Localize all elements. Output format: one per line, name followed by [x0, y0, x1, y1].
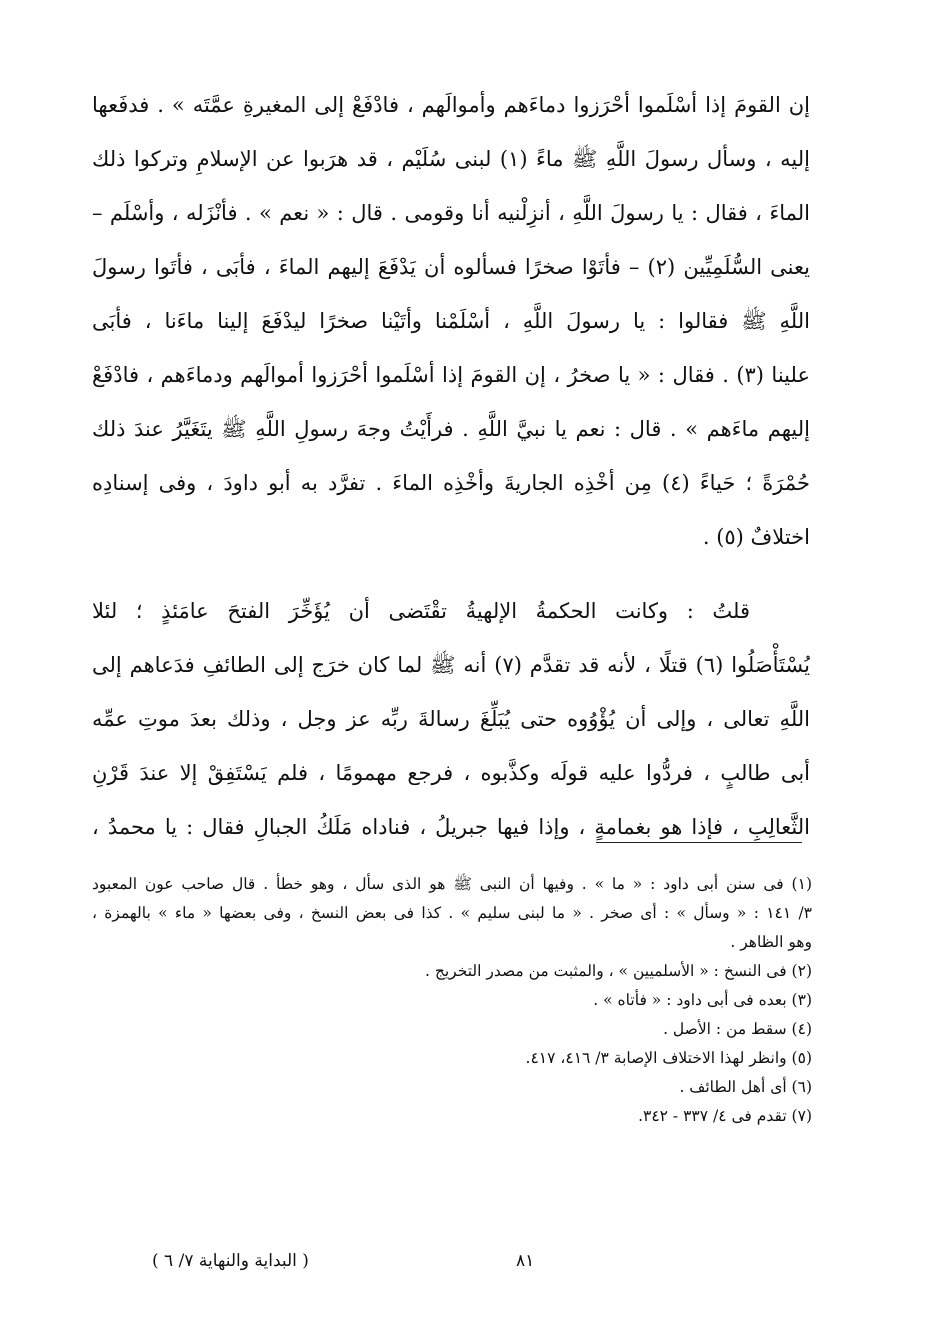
- paragraph-gap: [92, 564, 810, 584]
- main-text: [92, 78, 810, 854]
- footnote-4: (٤) سقط من : الأصل .: [663, 1020, 812, 1038]
- text-line: حُمْرَةً ؛ حَياءً (٤) مِن أخْذِه الجاريةَ وأخْذِه الماءَ . تفرَّد به أبو داودَ ، وفى إسنادِه: [92, 471, 810, 495]
- page-footer: [92, 1246, 812, 1276]
- footnote-6: (٦) أى أهل الطائف .: [679, 1078, 812, 1096]
- text-line: اللَّهِ تعالى ، وإلى أن يُؤْوُوه حتى يُبَلِّغَ رسالةَ ربِّه عز وجل ، وذلك بعدَ موتِ عمِّه: [92, 707, 810, 731]
- text-line: يعنى السُّلَمِيِّين (٢) – فأتَوْا صخرًا فسألوه أن يَدْفَعَ إليهم الماءَ ، فأبَى ، فأتَوا رسولَ: [92, 255, 810, 279]
- footnote-3: (٣) بعده فى أبى داود : « فأتاه » .: [593, 991, 812, 1009]
- footnote-5: (٥) وانظر لهذا الاختلاف الإصابة ٣/ ٤١٦، ٤١٧.: [525, 1049, 812, 1067]
- text-line: اللَّهِ ﷺ فقالوا : يا رسولَ اللَّهِ ، أسْلَمْنا وأتَيْنا صخرًا ليدْفَعَ إلينا ماءَنا ، فأبَى: [92, 309, 810, 333]
- footnote-1-cont: ٣/ ١٤١ : « وسأل » : أى صخر . « ما لبنى سليم » . كذا فى بعض النسخ ، وفى بعضها « ماء » بالهمزة ،: [92, 904, 812, 922]
- footnote-1-cont: وهو الظاهر .: [730, 933, 812, 951]
- paragraph-1: [92, 78, 810, 564]
- paragraph-2: [92, 584, 810, 854]
- text-line: علينا (٣) . فقال : « يا صخرُ ، إن القومَ إذا أسْلَموا أحْرَزوا أموالَهم ودماءَهم ، فادْفَعْ: [92, 363, 810, 387]
- text-line: الثَّعالِبِ ، فإذا هو بغمامةٍ ، وإذا فيها جبريلُ ، فناداه مَلَكُ الجبالِ فقال : يا محمدُ ،: [92, 815, 810, 839]
- text-line: الماءَ ، فقال : يا رسولَ اللَّهِ ، أنزِلْنيه أنا وقومى . قال : « نعم » . فأنْزَله ، وأسْلَم –: [92, 201, 810, 225]
- footnotes: [92, 870, 812, 1131]
- footnote-7: (٧) تقدم فى ٤/ ٣٣٧ - ٣٤٢.: [638, 1107, 812, 1125]
- text-line: اختلافٌ (٥) .: [702, 525, 810, 549]
- text-line: إليه ، وسأل رسولَ اللَّهِ ﷺ ماءً (١) لبنى سُلَيْم ، قد هرَبوا عن الإسلامِ وتركوا ذلك: [92, 147, 810, 171]
- text-line: يُسْتَأْصَلُوا (٦) قتلًا ، لأنه قد تقدَّم (٧) أنه ﷺ لما كان خرَج إلى الطائفِ فدَعاهم إلى: [92, 653, 810, 677]
- text-line: أبى طالبٍ ، فردُّوا عليه قولَه وكذَّبوه ، فرجع مهمومًا ، فلم يَسْتَفِقْ إلا عندَ قَرْنِ: [92, 761, 810, 785]
- footnote-2: (٢) فى النسخ : « الأسلميين » ، والمثبت من مصدر التخريج .: [424, 962, 812, 980]
- text-line: إن القومَ إذا أسْلَموا أحْرَزوا دماءَهم وأموالَهم ، فادْفَعْ إلى المغيرةِ عمَّتَه » . فدفَعها: [92, 93, 810, 117]
- book-reference: ( البداية والنهاية ٧/ ٦ ): [152, 1251, 309, 1271]
- footnote-1: (١) فى سنن أبى داود : « ما » . وفيها أن النبى ﷺ هو الذى سأل ، وهو خطأ . قال صاحب عون المعبود: [92, 875, 812, 893]
- footnote-divider: [596, 842, 802, 843]
- text-line: إليهم ماءَهم » . قال : نعم يا نبيَّ اللَّهِ . فرأَيْتُ وجهَ رسولِ اللَّهِ ﷺ يتَغَيَّرُ عندَ ذلك: [92, 417, 810, 441]
- page-number: ٨١: [516, 1251, 535, 1271]
- text-line: قلتُ : وكانت الحكمةُ الإلهيةُ تقْتَضى أن يُؤَخِّرَ الفتحَ عامَئذٍ ؛ لئلا: [92, 599, 750, 623]
